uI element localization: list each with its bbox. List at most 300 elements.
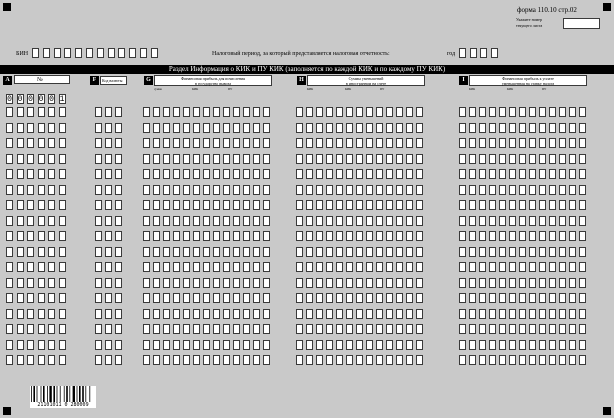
- profit-cell[interactable]: [173, 324, 180, 334]
- currency-code-cell[interactable]: [115, 293, 122, 303]
- payable-cell[interactable]: [479, 309, 486, 319]
- reduction-cell[interactable]: [376, 123, 383, 133]
- reduction-cell[interactable]: [316, 123, 323, 133]
- reduction-cell[interactable]: [316, 138, 323, 148]
- profit-cell[interactable]: [173, 309, 180, 319]
- profit-cell[interactable]: [263, 278, 270, 288]
- currency-code-cell[interactable]: [105, 185, 112, 195]
- reduction-cell[interactable]: [296, 293, 303, 303]
- payable-cell[interactable]: [499, 262, 506, 272]
- profit-cell[interactable]: [213, 107, 220, 117]
- reduction-cell[interactable]: [366, 355, 373, 365]
- row-number-cell[interactable]: [17, 216, 24, 226]
- currency-code-cell[interactable]: [105, 123, 112, 133]
- reduction-cell[interactable]: [406, 293, 413, 303]
- currency-code-cell[interactable]: [105, 107, 112, 117]
- payable-cell[interactable]: [469, 309, 476, 319]
- payable-cell[interactable]: [459, 293, 466, 303]
- reduction-cell[interactable]: [326, 185, 333, 195]
- reduction-cell[interactable]: [316, 169, 323, 179]
- payable-cell[interactable]: [509, 231, 516, 241]
- payable-cell[interactable]: [529, 169, 536, 179]
- row-number-cell[interactable]: [59, 231, 66, 241]
- currency-code-cell[interactable]: [95, 355, 102, 365]
- row-number-cell[interactable]: [38, 107, 45, 117]
- reduction-cell[interactable]: [386, 154, 393, 164]
- payable-cell[interactable]: [549, 247, 556, 257]
- profit-cell[interactable]: [143, 169, 150, 179]
- profit-cell[interactable]: [153, 123, 160, 133]
- profit-cell[interactable]: [223, 123, 230, 133]
- profit-cell[interactable]: [223, 293, 230, 303]
- payable-cell[interactable]: [459, 309, 466, 319]
- payable-cell[interactable]: [549, 231, 556, 241]
- payable-cell[interactable]: [499, 154, 506, 164]
- payable-cell[interactable]: [509, 355, 516, 365]
- row-number-cell[interactable]: [59, 216, 66, 226]
- payable-cell[interactable]: [539, 324, 546, 334]
- row-number-cell[interactable]: [6, 216, 13, 226]
- payable-cell[interactable]: [479, 107, 486, 117]
- row-number-cell[interactable]: [6, 231, 13, 241]
- profit-cell[interactable]: [143, 247, 150, 257]
- payable-cell[interactable]: [519, 293, 526, 303]
- payable-cell[interactable]: [469, 154, 476, 164]
- profit-cell[interactable]: [173, 200, 180, 210]
- reduction-cell[interactable]: [396, 309, 403, 319]
- reduction-cell[interactable]: [346, 169, 353, 179]
- profit-cell[interactable]: [213, 216, 220, 226]
- reduction-cell[interactable]: [296, 123, 303, 133]
- payable-cell[interactable]: [579, 169, 586, 179]
- profit-cell[interactable]: [233, 123, 240, 133]
- row-number-cell[interactable]: [38, 123, 45, 133]
- reduction-cell[interactable]: [406, 324, 413, 334]
- payable-cell[interactable]: [499, 324, 506, 334]
- reduction-cell[interactable]: [376, 138, 383, 148]
- reduction-cell[interactable]: [416, 216, 423, 226]
- reduction-cell[interactable]: [316, 154, 323, 164]
- profit-cell[interactable]: [233, 309, 240, 319]
- profit-cell[interactable]: [263, 231, 270, 241]
- reduction-cell[interactable]: [376, 262, 383, 272]
- reduction-cell[interactable]: [316, 340, 323, 350]
- reduction-cell[interactable]: [296, 185, 303, 195]
- reduction-cell[interactable]: [336, 278, 343, 288]
- profit-cell[interactable]: [183, 216, 190, 226]
- payable-cell[interactable]: [489, 262, 496, 272]
- profit-cell[interactable]: [253, 185, 260, 195]
- profit-cell[interactable]: [263, 324, 270, 334]
- reduction-cell[interactable]: [356, 231, 363, 241]
- payable-cell[interactable]: [469, 123, 476, 133]
- reduction-cell[interactable]: [386, 278, 393, 288]
- payable-cell[interactable]: [469, 216, 476, 226]
- currency-code-cell[interactable]: [115, 340, 122, 350]
- payable-cell[interactable]: [549, 355, 556, 365]
- payable-cell[interactable]: [559, 309, 566, 319]
- payable-cell[interactable]: [479, 355, 486, 365]
- row-number-cell[interactable]: [59, 154, 66, 164]
- payable-cell[interactable]: [559, 138, 566, 148]
- row-number-cell[interactable]: [6, 247, 13, 257]
- payable-cell[interactable]: [489, 324, 496, 334]
- profit-cell[interactable]: [223, 185, 230, 195]
- payable-cell[interactable]: [489, 247, 496, 257]
- reduction-cell[interactable]: [406, 278, 413, 288]
- payable-cell[interactable]: [539, 185, 546, 195]
- reduction-cell[interactable]: [356, 123, 363, 133]
- row-number-cell[interactable]: [38, 185, 45, 195]
- profit-cell[interactable]: [213, 262, 220, 272]
- reduction-cell[interactable]: [326, 355, 333, 365]
- profit-cell[interactable]: [243, 216, 250, 226]
- profit-cell[interactable]: [223, 138, 230, 148]
- payable-cell[interactable]: [529, 138, 536, 148]
- profit-cell[interactable]: [173, 123, 180, 133]
- profit-cell[interactable]: [153, 355, 160, 365]
- reduction-cell[interactable]: [316, 355, 323, 365]
- profit-cell[interactable]: [163, 200, 170, 210]
- row-number-cell[interactable]: [6, 262, 13, 272]
- profit-cell[interactable]: [193, 123, 200, 133]
- payable-cell[interactable]: [539, 293, 546, 303]
- row-number-cell[interactable]: [38, 247, 45, 257]
- profit-cell[interactable]: [233, 154, 240, 164]
- profit-cell[interactable]: [203, 278, 210, 288]
- reduction-cell[interactable]: [336, 324, 343, 334]
- row-number-cell[interactable]: [27, 185, 34, 195]
- sheet-number-field[interactable]: [563, 18, 600, 29]
- payable-cell[interactable]: [519, 107, 526, 117]
- profit-cell[interactable]: [203, 309, 210, 319]
- profit-cell[interactable]: [213, 278, 220, 288]
- reduction-cell[interactable]: [396, 123, 403, 133]
- reduction-cell[interactable]: [386, 123, 393, 133]
- profit-cell[interactable]: [183, 278, 190, 288]
- row-number-cell[interactable]: [6, 324, 13, 334]
- payable-cell[interactable]: [469, 355, 476, 365]
- bin-digit-cell[interactable]: [86, 48, 93, 58]
- reduction-cell[interactable]: [376, 216, 383, 226]
- payable-cell[interactable]: [579, 355, 586, 365]
- profit-cell[interactable]: [183, 231, 190, 241]
- reduction-cell[interactable]: [396, 200, 403, 210]
- row-number-digit[interactable]: 0: [38, 95, 44, 104]
- profit-cell[interactable]: [193, 340, 200, 350]
- row-number-cell[interactable]: [38, 293, 45, 303]
- profit-cell[interactable]: [213, 231, 220, 241]
- payable-cell[interactable]: [479, 169, 486, 179]
- profit-cell[interactable]: [183, 200, 190, 210]
- reduction-cell[interactable]: [386, 355, 393, 365]
- reduction-cell[interactable]: [306, 355, 313, 365]
- payable-cell[interactable]: [469, 138, 476, 148]
- payable-cell[interactable]: [549, 262, 556, 272]
- reduction-cell[interactable]: [386, 185, 393, 195]
- reduction-cell[interactable]: [316, 200, 323, 210]
- currency-code-cell[interactable]: [95, 262, 102, 272]
- profit-cell[interactable]: [183, 169, 190, 179]
- reduction-cell[interactable]: [296, 216, 303, 226]
- profit-cell[interactable]: [153, 278, 160, 288]
- profit-cell[interactable]: [183, 309, 190, 319]
- payable-cell[interactable]: [529, 309, 536, 319]
- payable-cell[interactable]: [509, 123, 516, 133]
- reduction-cell[interactable]: [336, 123, 343, 133]
- payable-cell[interactable]: [459, 247, 466, 257]
- profit-cell[interactable]: [243, 309, 250, 319]
- row-number-cell[interactable]: [48, 247, 55, 257]
- reduction-cell[interactable]: [416, 123, 423, 133]
- reduction-cell[interactable]: [346, 123, 353, 133]
- reduction-cell[interactable]: [406, 107, 413, 117]
- reduction-cell[interactable]: [306, 200, 313, 210]
- profit-cell[interactable]: [143, 340, 150, 350]
- payable-cell[interactable]: [499, 231, 506, 241]
- profit-cell[interactable]: [163, 324, 170, 334]
- profit-cell[interactable]: [233, 247, 240, 257]
- currency-code-cell[interactable]: [115, 278, 122, 288]
- reduction-cell[interactable]: [326, 247, 333, 257]
- row-number-cell[interactable]: [48, 107, 55, 117]
- profit-cell[interactable]: [223, 200, 230, 210]
- payable-cell[interactable]: [559, 107, 566, 117]
- row-number-cell[interactable]: [27, 154, 34, 164]
- row-number-cell[interactable]: [27, 247, 34, 257]
- reduction-cell[interactable]: [416, 340, 423, 350]
- row-number-cell[interactable]: [27, 138, 34, 148]
- row-number-digit[interactable]: 0: [49, 95, 54, 104]
- payable-cell[interactable]: [579, 123, 586, 133]
- profit-cell[interactable]: [153, 154, 160, 164]
- profit-cell[interactable]: [173, 138, 180, 148]
- reduction-cell[interactable]: [316, 231, 323, 241]
- row-number-cell[interactable]: [27, 324, 34, 334]
- bin-digit-cell[interactable]: [118, 48, 125, 58]
- row-number-cell[interactable]: [17, 247, 24, 257]
- profit-cell[interactable]: [183, 185, 190, 195]
- reduction-cell[interactable]: [296, 154, 303, 164]
- payable-cell[interactable]: [519, 262, 526, 272]
- reduction-cell[interactable]: [346, 107, 353, 117]
- profit-cell[interactable]: [213, 324, 220, 334]
- reduction-cell[interactable]: [386, 107, 393, 117]
- reduction-cell[interactable]: [406, 200, 413, 210]
- payable-cell[interactable]: [569, 169, 576, 179]
- reduction-cell[interactable]: [326, 340, 333, 350]
- payable-cell[interactable]: [499, 138, 506, 148]
- row-number-cell[interactable]: [6, 355, 13, 365]
- currency-code-cell[interactable]: [115, 107, 122, 117]
- row-number-cell[interactable]: [27, 340, 34, 350]
- reduction-cell[interactable]: [306, 340, 313, 350]
- reduction-cell[interactable]: [306, 231, 313, 241]
- payable-cell[interactable]: [559, 169, 566, 179]
- row-number-cell[interactable]: [27, 231, 34, 241]
- payable-cell[interactable]: [569, 154, 576, 164]
- payable-cell[interactable]: [459, 107, 466, 117]
- year-digit-cell[interactable]: [470, 48, 477, 58]
- profit-cell[interactable]: [213, 123, 220, 133]
- profit-cell[interactable]: [183, 247, 190, 257]
- profit-cell[interactable]: [223, 262, 230, 272]
- reduction-cell[interactable]: [326, 216, 333, 226]
- profit-cell[interactable]: [223, 309, 230, 319]
- profit-cell[interactable]: [163, 247, 170, 257]
- profit-cell[interactable]: [163, 293, 170, 303]
- profit-cell[interactable]: [163, 123, 170, 133]
- currency-code-cell[interactable]: [105, 309, 112, 319]
- payable-cell[interactable]: [489, 169, 496, 179]
- row-number-cell[interactable]: [27, 262, 34, 272]
- reduction-cell[interactable]: [296, 247, 303, 257]
- row-number-cell[interactable]: [48, 309, 55, 319]
- profit-cell[interactable]: [203, 185, 210, 195]
- payable-cell[interactable]: [569, 278, 576, 288]
- reduction-cell[interactable]: [306, 262, 313, 272]
- payable-cell[interactable]: [539, 340, 546, 350]
- profit-cell[interactable]: [243, 200, 250, 210]
- profit-cell[interactable]: [203, 340, 210, 350]
- profit-cell[interactable]: [213, 200, 220, 210]
- row-number-cell[interactable]: [38, 231, 45, 241]
- payable-cell[interactable]: [489, 123, 496, 133]
- payable-cell[interactable]: [499, 169, 506, 179]
- profit-cell[interactable]: [243, 324, 250, 334]
- row-number-cell[interactable]: [6, 138, 13, 148]
- row-number-cell[interactable]: [27, 200, 34, 210]
- payable-cell[interactable]: [549, 169, 556, 179]
- profit-cell[interactable]: [243, 293, 250, 303]
- reduction-cell[interactable]: [376, 154, 383, 164]
- reduction-cell[interactable]: [366, 107, 373, 117]
- profit-cell[interactable]: [173, 355, 180, 365]
- profit-cell[interactable]: [243, 138, 250, 148]
- row-number-cell[interactable]: [17, 340, 24, 350]
- row-number-cell[interactable]: [27, 169, 34, 179]
- profit-cell[interactable]: [193, 293, 200, 303]
- payable-cell[interactable]: [559, 185, 566, 195]
- payable-cell[interactable]: [529, 107, 536, 117]
- profit-cell[interactable]: [143, 262, 150, 272]
- payable-cell[interactable]: [529, 247, 536, 257]
- profit-cell[interactable]: [243, 340, 250, 350]
- reduction-cell[interactable]: [376, 185, 383, 195]
- reduction-cell[interactable]: [366, 324, 373, 334]
- reduction-cell[interactable]: [386, 247, 393, 257]
- reduction-cell[interactable]: [416, 154, 423, 164]
- profit-cell[interactable]: [253, 293, 260, 303]
- profit-cell[interactable]: [143, 107, 150, 117]
- profit-cell[interactable]: [213, 185, 220, 195]
- profit-cell[interactable]: [193, 231, 200, 241]
- profit-cell[interactable]: [173, 185, 180, 195]
- payable-cell[interactable]: [519, 154, 526, 164]
- currency-code-cell[interactable]: [95, 123, 102, 133]
- reduction-cell[interactable]: [366, 138, 373, 148]
- payable-cell[interactable]: [549, 278, 556, 288]
- reduction-cell[interactable]: [356, 138, 363, 148]
- reduction-cell[interactable]: [306, 169, 313, 179]
- payable-cell[interactable]: [509, 262, 516, 272]
- row-number-cell[interactable]: [17, 185, 24, 195]
- reduction-cell[interactable]: [316, 293, 323, 303]
- currency-code-cell[interactable]: [115, 262, 122, 272]
- profit-cell[interactable]: [263, 247, 270, 257]
- profit-cell[interactable]: [243, 278, 250, 288]
- row-number-cell[interactable]: [48, 200, 55, 210]
- row-number-cell[interactable]: [6, 278, 13, 288]
- payable-cell[interactable]: [559, 247, 566, 257]
- reduction-cell[interactable]: [376, 278, 383, 288]
- profit-cell[interactable]: [203, 231, 210, 241]
- payable-cell[interactable]: [469, 200, 476, 210]
- reduction-cell[interactable]: [406, 216, 413, 226]
- payable-cell[interactable]: [489, 216, 496, 226]
- row-number-cell[interactable]: [6, 169, 13, 179]
- profit-cell[interactable]: [143, 200, 150, 210]
- row-number-cell[interactable]: [27, 309, 34, 319]
- reduction-cell[interactable]: [396, 247, 403, 257]
- payable-cell[interactable]: [529, 293, 536, 303]
- reduction-cell[interactable]: [376, 309, 383, 319]
- row-number-cell[interactable]: [59, 200, 66, 210]
- reduction-cell[interactable]: [346, 247, 353, 257]
- reduction-cell[interactable]: [356, 200, 363, 210]
- currency-code-cell[interactable]: [95, 309, 102, 319]
- payable-cell[interactable]: [479, 200, 486, 210]
- profit-cell[interactable]: [223, 247, 230, 257]
- payable-cell[interactable]: [529, 200, 536, 210]
- currency-code-cell[interactable]: [95, 138, 102, 148]
- row-number-cell[interactable]: [27, 355, 34, 365]
- reduction-cell[interactable]: [386, 309, 393, 319]
- payable-cell[interactable]: [579, 324, 586, 334]
- reduction-cell[interactable]: [376, 340, 383, 350]
- row-number-cell[interactable]: [17, 169, 24, 179]
- row-number-cell[interactable]: [6, 309, 13, 319]
- reduction-cell[interactable]: [366, 200, 373, 210]
- reduction-cell[interactable]: [366, 340, 373, 350]
- profit-cell[interactable]: [263, 169, 270, 179]
- payable-cell[interactable]: [579, 185, 586, 195]
- reduction-cell[interactable]: [406, 340, 413, 350]
- reduction-cell[interactable]: [356, 340, 363, 350]
- currency-code-cell[interactable]: [95, 340, 102, 350]
- reduction-cell[interactable]: [386, 138, 393, 148]
- profit-cell[interactable]: [163, 231, 170, 241]
- profit-cell[interactable]: [143, 154, 150, 164]
- row-number-cell[interactable]: [48, 293, 55, 303]
- bin-digit-cell[interactable]: [97, 48, 104, 58]
- payable-cell[interactable]: [479, 123, 486, 133]
- profit-cell[interactable]: [203, 107, 210, 117]
- profit-cell[interactable]: [213, 169, 220, 179]
- payable-cell[interactable]: [519, 185, 526, 195]
- reduction-cell[interactable]: [356, 278, 363, 288]
- profit-cell[interactable]: [203, 216, 210, 226]
- payable-cell[interactable]: [569, 262, 576, 272]
- profit-cell[interactable]: [243, 107, 250, 117]
- payable-cell[interactable]: [469, 231, 476, 241]
- profit-cell[interactable]: [183, 340, 190, 350]
- profit-cell[interactable]: [223, 107, 230, 117]
- profit-cell[interactable]: [263, 293, 270, 303]
- row-number-cell[interactable]: [48, 231, 55, 241]
- payable-cell[interactable]: [539, 123, 546, 133]
- profit-cell[interactable]: [203, 138, 210, 148]
